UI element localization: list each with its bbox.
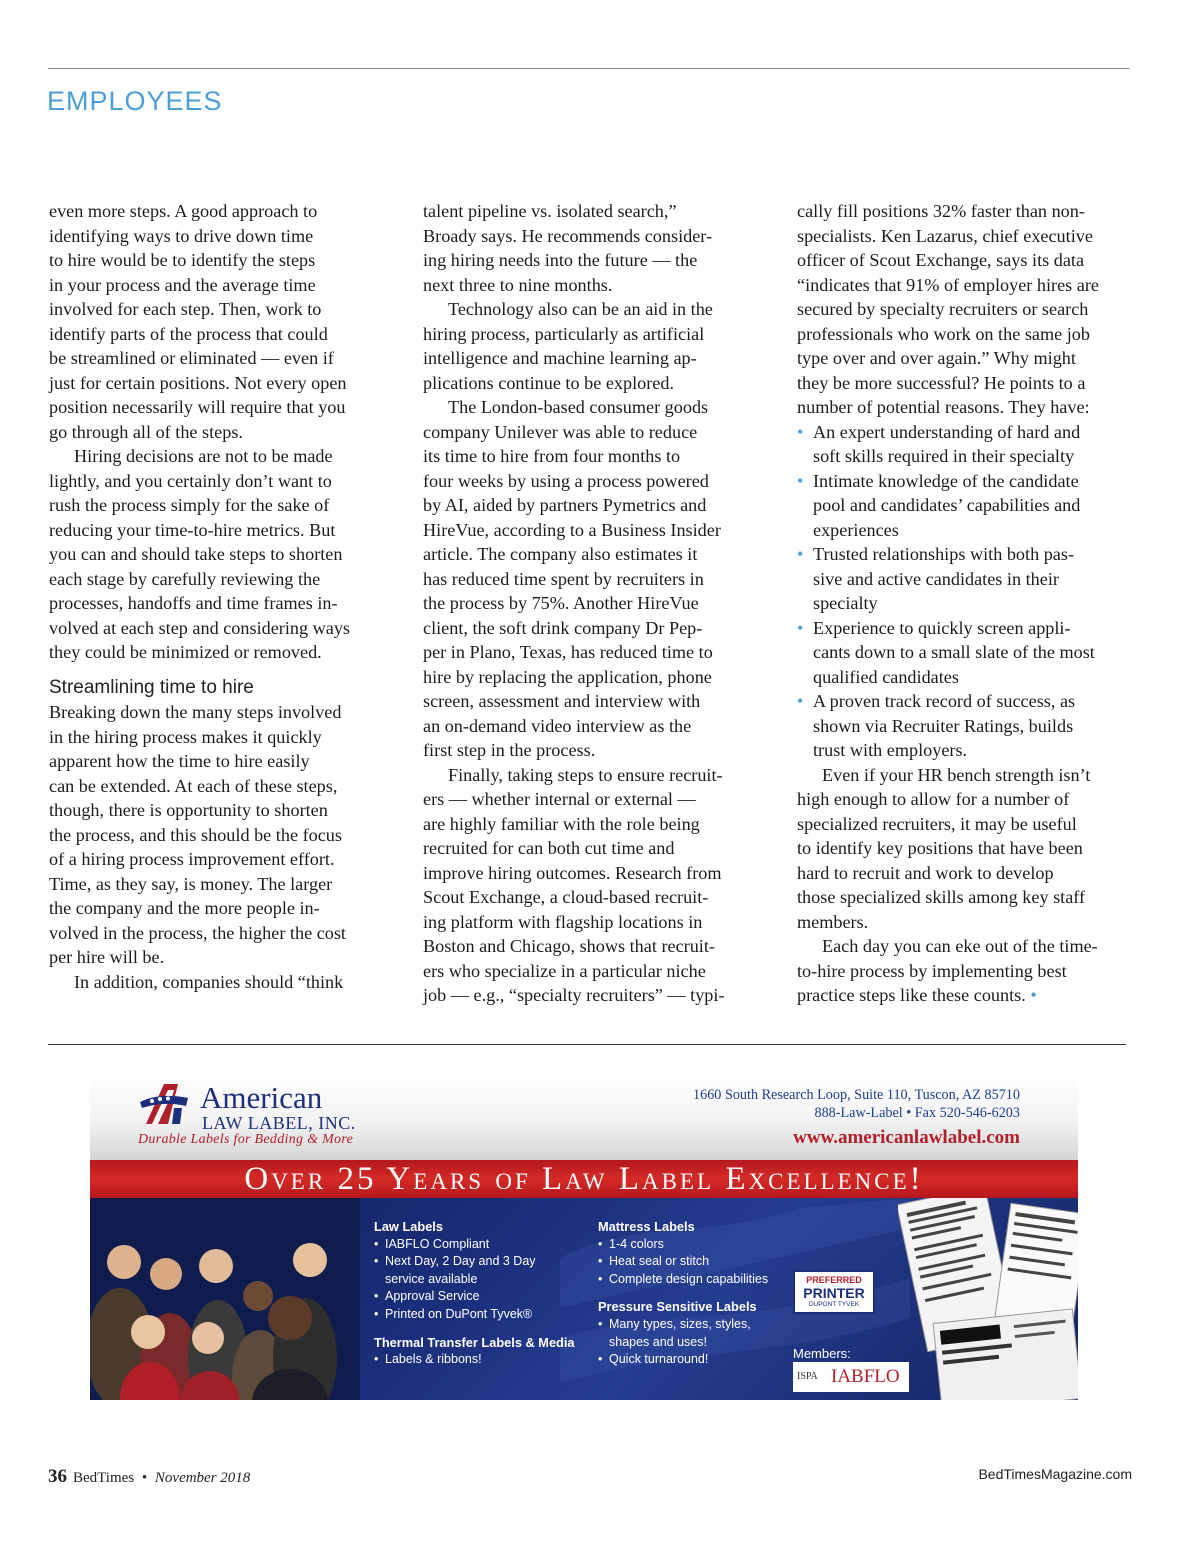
magazine-name: BedTimes	[73, 1470, 135, 1486]
text-line: they could be minimized or removed.	[49, 642, 322, 662]
bullet-icon: •	[797, 544, 804, 564]
ad-people-photo	[90, 1198, 360, 1400]
bullet-icon: •	[797, 470, 804, 491]
text-line: hiring process, particularly as artificial	[423, 323, 705, 344]
text-line: just for certain positions. Not every open	[49, 372, 347, 393]
text-line: recruited for can both cut time and	[423, 838, 675, 858]
ad-brand-sub: LAW LABEL, INC.	[202, 1113, 356, 1133]
subhead: Streamlining time to hire	[49, 676, 254, 698]
text-line: ing platform with flagship locations in	[423, 911, 703, 932]
text-line: “indicates that 91% of employer hires are	[797, 274, 1099, 295]
text-line: four weeks by using a process powered	[423, 470, 709, 491]
bullet-continuation	[797, 714, 1137, 739]
text-line: plications continue to be explored.	[423, 372, 675, 393]
bullet-icon: •	[797, 617, 804, 638]
bullet-item	[797, 689, 1137, 714]
ad-url-link[interactable]: www.americanlawlabel.com	[793, 1127, 1020, 1148]
text-line: involved for each step. Then, work to	[49, 299, 322, 319]
bullet-continuation	[797, 518, 1137, 543]
ad-banner-text: Over 25 Years of Law Label Excellence!	[244, 1161, 924, 1197]
text-line: talent pipeline vs. isolated search,”	[423, 201, 677, 221]
text-line: Boston and Chicago, shows that recruit-	[423, 936, 715, 956]
bullet-text: shown via Recruiter Ratings, builds	[813, 715, 1074, 736]
list-item: • Complete design capabilities	[598, 1271, 768, 1289]
text-line: article. The company also estimates it	[423, 544, 698, 564]
text-line: the company and the more people in-	[49, 898, 320, 918]
footer-folio	[48, 1466, 250, 1488]
bullet-item	[797, 469, 1137, 494]
ad-phone: 888-Law-Label • Fax 520-546-6203	[814, 1105, 1020, 1121]
text-line: the process, and this should be the focus	[49, 824, 342, 845]
text-line: you can and should take steps to shorten	[49, 544, 343, 564]
text-line: first step in the process.	[423, 740, 596, 760]
bullet-continuation	[797, 567, 1137, 592]
text-line: next three to nine months.	[423, 274, 613, 295]
list-item: • Approval Service	[374, 1288, 575, 1306]
text-line: each stage by carefully reviewing the	[49, 568, 321, 589]
text-line: Technology also can be an aid in the	[448, 299, 713, 319]
text-line: officer of Scout Exchange, says its data	[797, 250, 1085, 270]
iabflo-logo: IABFLO	[831, 1366, 900, 1387]
bullet-icon: •	[797, 421, 804, 442]
text-line: volved in the process, the higher the cost	[49, 922, 346, 943]
text-line: lightly, and you certainly don’t want to	[49, 470, 332, 491]
bullet-continuation	[797, 444, 1137, 469]
text-line: to identify key positions that have been	[797, 838, 1083, 858]
bullet-continuation	[797, 738, 1137, 763]
ad-address: 1660 South Research Loop, Suite 110, Tuscon, AZ 85710	[693, 1087, 1020, 1103]
law-labels-heading: Law Labels	[374, 1219, 443, 1234]
list-item: • Heat seal or stitch	[598, 1253, 768, 1271]
text-line: even more steps. A good approach to	[49, 201, 318, 221]
label-samples-image	[898, 1198, 1078, 1400]
bullet-item	[797, 420, 1137, 445]
mattress-heading: Mattress Labels	[598, 1219, 695, 1234]
text-line: secured by specialty recruiters or search	[797, 299, 1089, 319]
bullet-text: sive and active candidates in their	[813, 568, 1059, 589]
bullet-text: Intimate knowledge of the candidate	[813, 470, 1079, 491]
thermal-heading: Thermal Transfer Labels & Media	[374, 1334, 575, 1350]
bullet-text: soft skills required in their specialty	[813, 446, 1075, 466]
list-item: • 1-4 colors	[598, 1236, 768, 1254]
page-number: 36	[48, 1466, 67, 1487]
preferred-printer-badge	[793, 1270, 875, 1314]
list-item: • Many types, sizes, styles,	[598, 1316, 768, 1334]
member-logos	[793, 1362, 909, 1392]
ad-body	[90, 1198, 1078, 1400]
article-column-1	[49, 199, 389, 994]
section-label: EMPLOYEES	[47, 86, 223, 116]
list-item: • Printed on DuPont Tyvek®	[374, 1306, 575, 1324]
text-line: screen, assessment and interview with	[423, 691, 701, 711]
text-line: company Unilever was able to reduce	[423, 421, 698, 442]
text-line: Hiring decisions are not to be made	[74, 446, 333, 466]
text-line: improve hiring outcomes. Research from	[423, 862, 722, 883]
end-mark-icon: •	[1030, 985, 1037, 1005]
text-line: specialized recruiters, it may be useful	[797, 813, 1077, 834]
list-item: • Next Day, 2 Day and 3 Day	[374, 1253, 575, 1271]
text-line: Finally, taking steps to ensure recruit-	[448, 764, 723, 785]
text-line: in the hiring process makes it quickly	[49, 726, 322, 747]
text-line-content: practice steps like these counts.	[797, 985, 1026, 1005]
bullet-text: cants down to a small slate of the most	[813, 642, 1095, 662]
footer-separator: •	[141, 1470, 148, 1486]
badge-line-2: PRINTER	[803, 1285, 865, 1301]
bullet-continuation	[797, 493, 1137, 518]
text-line: identifying ways to drive down time	[49, 225, 314, 246]
list-item-continuation: service available	[385, 1271, 478, 1286]
american-flag-logo-icon	[138, 1078, 194, 1130]
text-line: Broady says. He recommends consider-	[423, 225, 713, 246]
text-line: per in Plano, Texas, has reduced time to	[423, 642, 713, 662]
text-line: its time to hire from four months to	[423, 446, 681, 466]
text-line: ers — whether internal or external —	[423, 789, 696, 809]
text-line: Scout Exchange, a cloud-based recruit-	[423, 887, 709, 907]
badge-line-1: PREFERRED	[806, 1275, 862, 1285]
text-line: type over and over again.” Why might	[797, 348, 1076, 368]
text-line: Breaking down the many steps involved	[49, 702, 342, 722]
text-line: number of potential reasons. They have:	[797, 397, 1090, 417]
text-line: by AI, aided by partners Pymetrics and	[423, 495, 707, 515]
text-line: go through all of the steps.	[49, 421, 243, 442]
bullet-icon: •	[797, 691, 804, 711]
text-line: high enough to allow for a number of	[797, 789, 1070, 809]
text-line: ing hiring needs into the future — the	[423, 250, 698, 270]
bullet-text: Trusted relationships with both pas-	[813, 544, 1075, 564]
ad-tagline: Durable Labels for Bedding & More	[138, 1132, 354, 1147]
text-line: of a hiring process improvement effort.	[49, 849, 335, 869]
text-line: HireVue, according to a Business Insider	[423, 519, 721, 540]
ad-list-left	[374, 1218, 575, 1369]
text-line: In addition, companies should “think	[74, 971, 344, 992]
text-line: to hire would be to identify the steps	[49, 250, 316, 270]
ad-brand-name: American	[200, 1080, 323, 1115]
bullet-text: qualified candidates	[813, 666, 959, 687]
text-line: cally fill positions 32% faster than non-	[797, 201, 1085, 221]
bullet-item	[797, 542, 1137, 567]
text-line: position necessarily will require that you	[49, 397, 346, 417]
list-item-continuation: shapes and uses!	[609, 1334, 707, 1349]
ad-contact	[693, 1086, 1020, 1122]
text-line: an on-demand video interview as the	[423, 715, 692, 736]
list-item: • Labels & ribbons!	[374, 1351, 575, 1369]
bullet-text: pool and candidates’ capabilities and	[813, 495, 1081, 515]
text-line: job — e.g., “specialty recruiters” — typi-	[423, 985, 725, 1005]
bullet-item	[797, 616, 1137, 641]
ad-list-right	[598, 1218, 768, 1369]
text-line: they be more successful? He points to a	[797, 372, 1086, 393]
text-line	[797, 983, 1137, 1008]
bullet-text: experiences	[813, 519, 899, 540]
bullet-continuation	[797, 591, 1137, 616]
list-item: • IABFLO Compliant	[374, 1236, 575, 1254]
text-line: client, the soft drink company Dr Pep-	[423, 617, 703, 638]
bullet-text: An expert understanding of hard and	[813, 421, 1081, 442]
badge-line-3: DUPONT TYVEK	[808, 1301, 860, 1308]
text-line: specialists. Ken Lazarus, chief executive	[797, 225, 1093, 246]
header-rule	[48, 68, 1130, 69]
bullet-continuation	[797, 665, 1137, 690]
bullet-text: Experience to quickly screen appli-	[813, 617, 1071, 638]
text-line: can be extended. At each of these steps,	[49, 775, 338, 796]
text-line: The London-based consumer goods	[448, 397, 709, 417]
members-label: Members:	[793, 1346, 851, 1361]
text-line: are highly familiar with the role being	[423, 813, 700, 834]
text-line: processes, handoffs and time frames in-	[49, 593, 338, 613]
text-line: hire by replacing the application, phone	[423, 666, 712, 687]
text-line: hard to recruit and work to develop	[797, 862, 1054, 883]
ad-divider	[48, 1044, 1126, 1045]
advertisement[interactable]	[90, 1072, 1078, 1400]
text-line: per hire will be.	[49, 947, 165, 967]
ad-brand	[200, 1082, 356, 1132]
text-line: Time, as they say, is money. The larger	[49, 873, 333, 894]
text-line: members.	[797, 911, 869, 932]
bullet-text: specialty	[813, 593, 878, 613]
bullet-continuation	[797, 640, 1137, 665]
text-line: identify parts of the process that could	[49, 323, 328, 344]
text-line: rush the process simply for the sake of	[49, 495, 330, 515]
text-line: apparent how the time to hire easily	[49, 751, 310, 771]
text-line: those specialized skills among key staff	[797, 887, 1086, 907]
ispa-logo: ISPA	[797, 1371, 818, 1382]
issue-date: November 2018	[154, 1470, 251, 1486]
text-line: Even if your HR bench strength isn’t	[822, 764, 1091, 785]
list-item: • Quick turnaround!	[598, 1351, 768, 1369]
text-line: in your process and the average time	[49, 274, 316, 295]
text-line: ers who specialize in a particular niche	[423, 960, 706, 981]
text-line: has reduced time spent by recruiters in	[423, 568, 704, 589]
text-line: professionals who work on the same job	[797, 323, 1090, 344]
article-column-3	[797, 199, 1137, 1008]
text-line: reducing your time-to-hire metrics. But	[49, 519, 336, 540]
article-column-2	[423, 199, 763, 1008]
text-line: Each day you can eke out of the time-	[822, 936, 1098, 956]
text-line: be streamlined or eliminated — even if	[49, 348, 334, 368]
bullet-text: trust with employers.	[813, 740, 968, 760]
pressure-heading: Pressure Sensitive Labels	[598, 1299, 757, 1315]
text-line: the process by 75%. Another HireVue	[423, 593, 699, 613]
footer-site-link[interactable]: BedTimesMagazine.com	[978, 1466, 1132, 1482]
text-line: though, there is opportunity to shorten	[49, 800, 328, 820]
bullet-text: A proven track record of success, as	[813, 691, 1076, 711]
text-line: intelligence and machine learning ap-	[423, 348, 697, 368]
text-line: to-hire process by implementing best	[797, 960, 1067, 981]
text-line: volved at each step and considering ways	[49, 617, 351, 638]
